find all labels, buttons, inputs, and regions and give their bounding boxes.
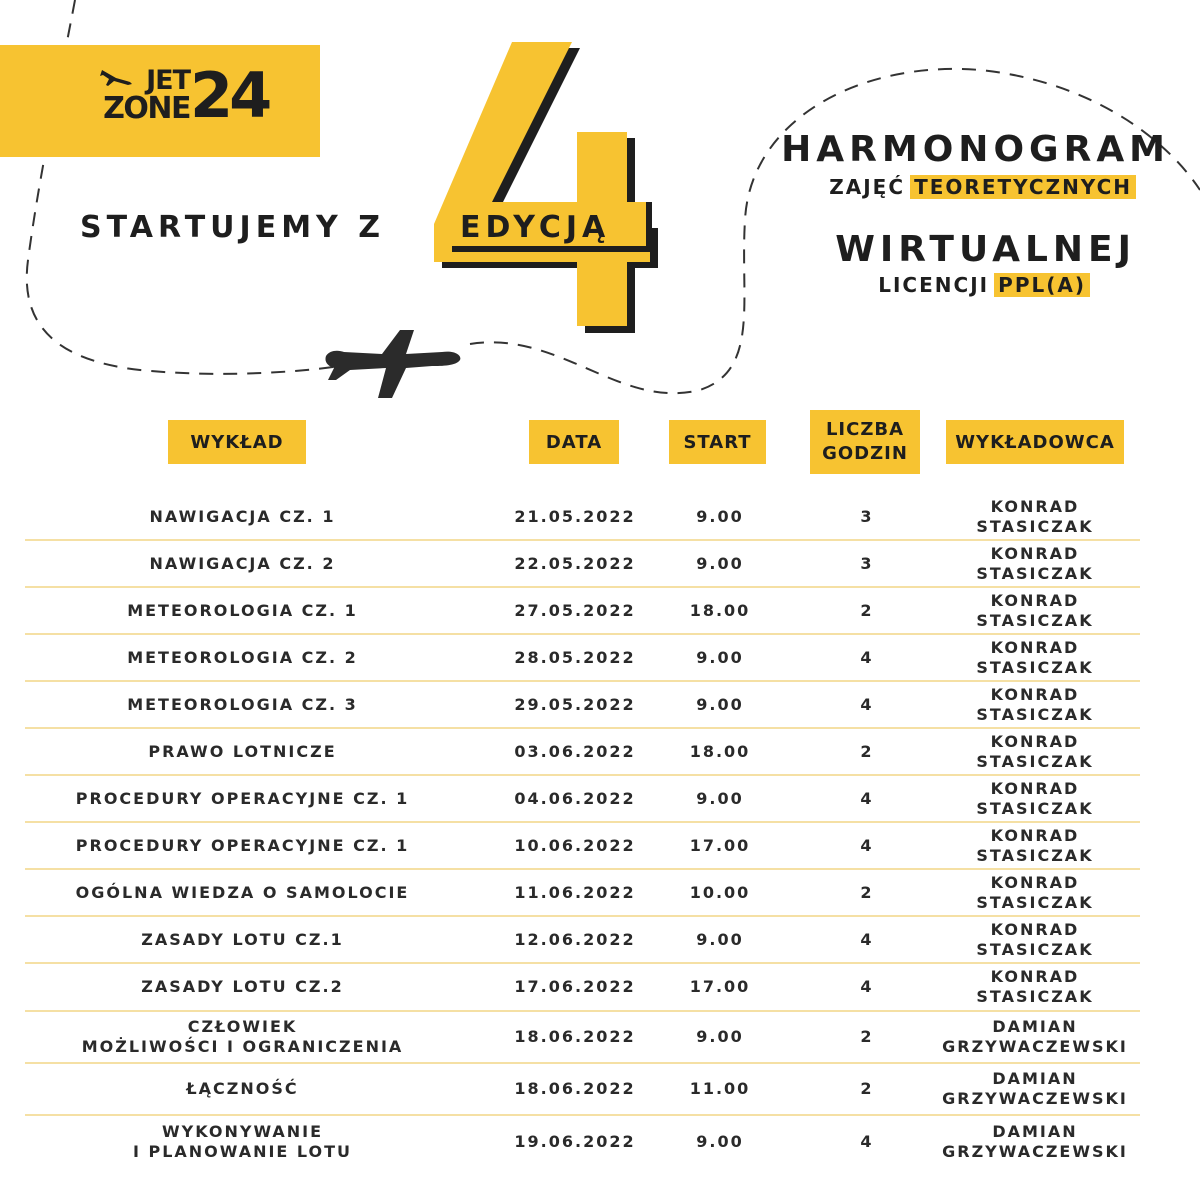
- table-row: [25, 682, 1140, 729]
- lecture-cell: ZASADY LOTU CZ.1: [141, 929, 344, 949]
- lecture-cell: METEOROLOGIA CZ. 3: [127, 694, 358, 714]
- lecture-cell: PROCEDURY OPERACYJNE CZ. 1: [75, 788, 410, 808]
- hours-cell: 2: [860, 600, 874, 620]
- lecturer-cell: KONRAD STASICZAK: [976, 590, 1094, 630]
- table-row: [25, 588, 1140, 635]
- date-cell: 03.06.2022: [514, 741, 636, 761]
- subtitle-line-1: [700, 172, 1136, 204]
- table-row: [25, 729, 1140, 776]
- edition-highlight: [452, 202, 652, 252]
- header-start: START: [669, 420, 766, 464]
- date-cell: 17.06.2022: [514, 977, 636, 996]
- subtitle-plain-2: LICENCJI: [878, 273, 990, 297]
- date-cell: 18.06.2022: [514, 1027, 636, 1046]
- hours-cell: 4: [860, 929, 874, 949]
- hours-cell: 4: [860, 694, 874, 714]
- lecturer-cell: KONRAD STASICZAK: [976, 919, 1094, 959]
- start-cell: 9.00: [696, 647, 744, 667]
- lecture-cell: CZŁOWIEK MOŻLIWOŚCI I OGRANICZENIA: [81, 1017, 404, 1056]
- date-cell: 29.05.2022: [514, 694, 636, 714]
- lecturer-cell: KONRAD STASICZAK: [976, 637, 1094, 677]
- lecture-cell: ZASADY LOTU CZ.2: [141, 977, 344, 996]
- start-cell: 9.00: [696, 694, 744, 714]
- lecturer-cell: KONRAD STASICZAK: [976, 543, 1094, 583]
- lecturer-cell: KONRAD STASICZAK: [976, 731, 1094, 771]
- lecture-cell: OGÓLNA WIEDZA O SAMOLOCIE: [75, 882, 410, 902]
- lecture-cell: METEOROLOGIA CZ. 1: [127, 600, 358, 620]
- hours-cell: 2: [860, 741, 874, 761]
- header-lecturer: WYKŁADOWCA: [946, 420, 1124, 464]
- start-cell: 9.00: [696, 553, 744, 573]
- table-row: [25, 1012, 1140, 1064]
- date-cell: 22.05.2022: [514, 553, 636, 573]
- subtitle-highlight-2: PPL(A): [994, 273, 1090, 297]
- page-title-2: WIRTUALNEJ: [835, 229, 1136, 270]
- lecture-cell: ŁĄCZNOŚĆ: [186, 1079, 299, 1098]
- lecture-cell: WYKONYWANIE I PLANOWANIE LOTU: [132, 1122, 353, 1161]
- date-cell: 10.06.2022: [514, 835, 636, 855]
- hours-cell: 4: [860, 1132, 874, 1151]
- logo-plane-icon: [100, 66, 134, 88]
- hours-cell: 2: [860, 1027, 874, 1046]
- table-row: [25, 635, 1140, 682]
- lecturer-cell: KONRAD STASICZAK: [976, 684, 1094, 724]
- lecturer-cell: DAMIAN GRZYWACZEWSKI: [942, 1122, 1128, 1161]
- table-row: [25, 1064, 1140, 1116]
- logo-zone-text: ZONE: [103, 91, 190, 126]
- table-row: [25, 964, 1140, 1012]
- lecturer-cell: KONRAD STASICZAK: [976, 872, 1094, 912]
- lecture-cell: NAWIGACJA CZ. 2: [149, 553, 336, 573]
- hours-cell: 3: [860, 506, 874, 526]
- start-cell: 17.00: [689, 977, 751, 996]
- start-cell: 18.00: [689, 600, 751, 620]
- lecture-cell: PRAWO LOTNICZE: [148, 741, 337, 761]
- lecture-cell: PROCEDURY OPERACYJNE CZ. 1: [75, 835, 410, 855]
- header-hours: LICZBA GODZIN: [810, 410, 920, 474]
- start-cell: 10.00: [689, 882, 751, 902]
- date-cell: 28.05.2022: [514, 647, 636, 667]
- date-cell: 11.06.2022: [514, 882, 636, 902]
- table-row: [25, 541, 1140, 588]
- lecturer-cell: KONRAD STASICZAK: [976, 496, 1094, 536]
- lecture-cell: NAWIGACJA CZ. 1: [149, 506, 336, 526]
- lecturer-cell: KONRAD STASICZAK: [976, 778, 1094, 818]
- date-cell: 27.05.2022: [514, 600, 636, 620]
- hours-cell: 4: [860, 977, 874, 996]
- edition-text: EDYCJĄ: [460, 210, 611, 245]
- table-row: [25, 823, 1140, 870]
- lecturer-cell: KONRAD STASICZAK: [976, 967, 1094, 1006]
- subtitle-line-2: [700, 270, 1090, 302]
- table-row: [25, 917, 1140, 964]
- hours-cell: 2: [860, 1079, 874, 1098]
- start-cell: 9.00: [696, 506, 744, 526]
- lecturer-cell: DAMIAN GRZYWACZEWSKI: [942, 1069, 1128, 1108]
- start-cell: 9.00: [696, 1027, 744, 1046]
- header-lecture: WYKŁAD: [168, 420, 306, 464]
- airplane-icon: [322, 326, 462, 402]
- subtitle-plain-1: ZAJĘĆ: [829, 175, 906, 199]
- date-cell: 18.06.2022: [514, 1079, 636, 1098]
- header-date: DATA: [529, 420, 619, 464]
- date-cell: 12.06.2022: [514, 929, 636, 949]
- hours-cell: 3: [860, 553, 874, 573]
- hours-cell: 4: [860, 788, 874, 808]
- hours-cell: 2: [860, 882, 874, 902]
- hours-cell: 4: [860, 835, 874, 855]
- lecturer-cell: DAMIAN GRZYWACZEWSKI: [942, 1017, 1128, 1056]
- date-cell: 04.06.2022: [514, 788, 636, 808]
- logo-jet-text: JET: [146, 65, 190, 96]
- start-cell: 11.00: [689, 1079, 751, 1098]
- date-cell: 19.06.2022: [514, 1132, 636, 1151]
- start-cell: 9.00: [696, 929, 744, 949]
- table-row: [25, 1116, 1140, 1168]
- logo-number: 24: [190, 59, 269, 132]
- start-cell: 17.00: [689, 835, 751, 855]
- schedule-table: [25, 494, 1140, 1168]
- table-row: [25, 870, 1140, 917]
- lecture-cell: METEOROLOGIA CZ. 2: [127, 647, 358, 667]
- page-title: HARMONOGRAM: [781, 129, 1170, 170]
- lecturer-cell: KONRAD STASICZAK: [976, 825, 1094, 865]
- start-cell: 18.00: [689, 741, 751, 761]
- start-cell: 9.00: [696, 1132, 744, 1151]
- table-row: [25, 494, 1140, 541]
- table-row: [25, 776, 1140, 823]
- subtitle-highlight-1: TEORETYCZNYCH: [910, 175, 1136, 199]
- big-four-graphic: [430, 38, 670, 338]
- hours-cell: 4: [860, 647, 874, 667]
- date-cell: 21.05.2022: [514, 506, 636, 526]
- start-cell: 9.00: [696, 788, 744, 808]
- start-headline: STARTUJEMY Z: [80, 210, 385, 245]
